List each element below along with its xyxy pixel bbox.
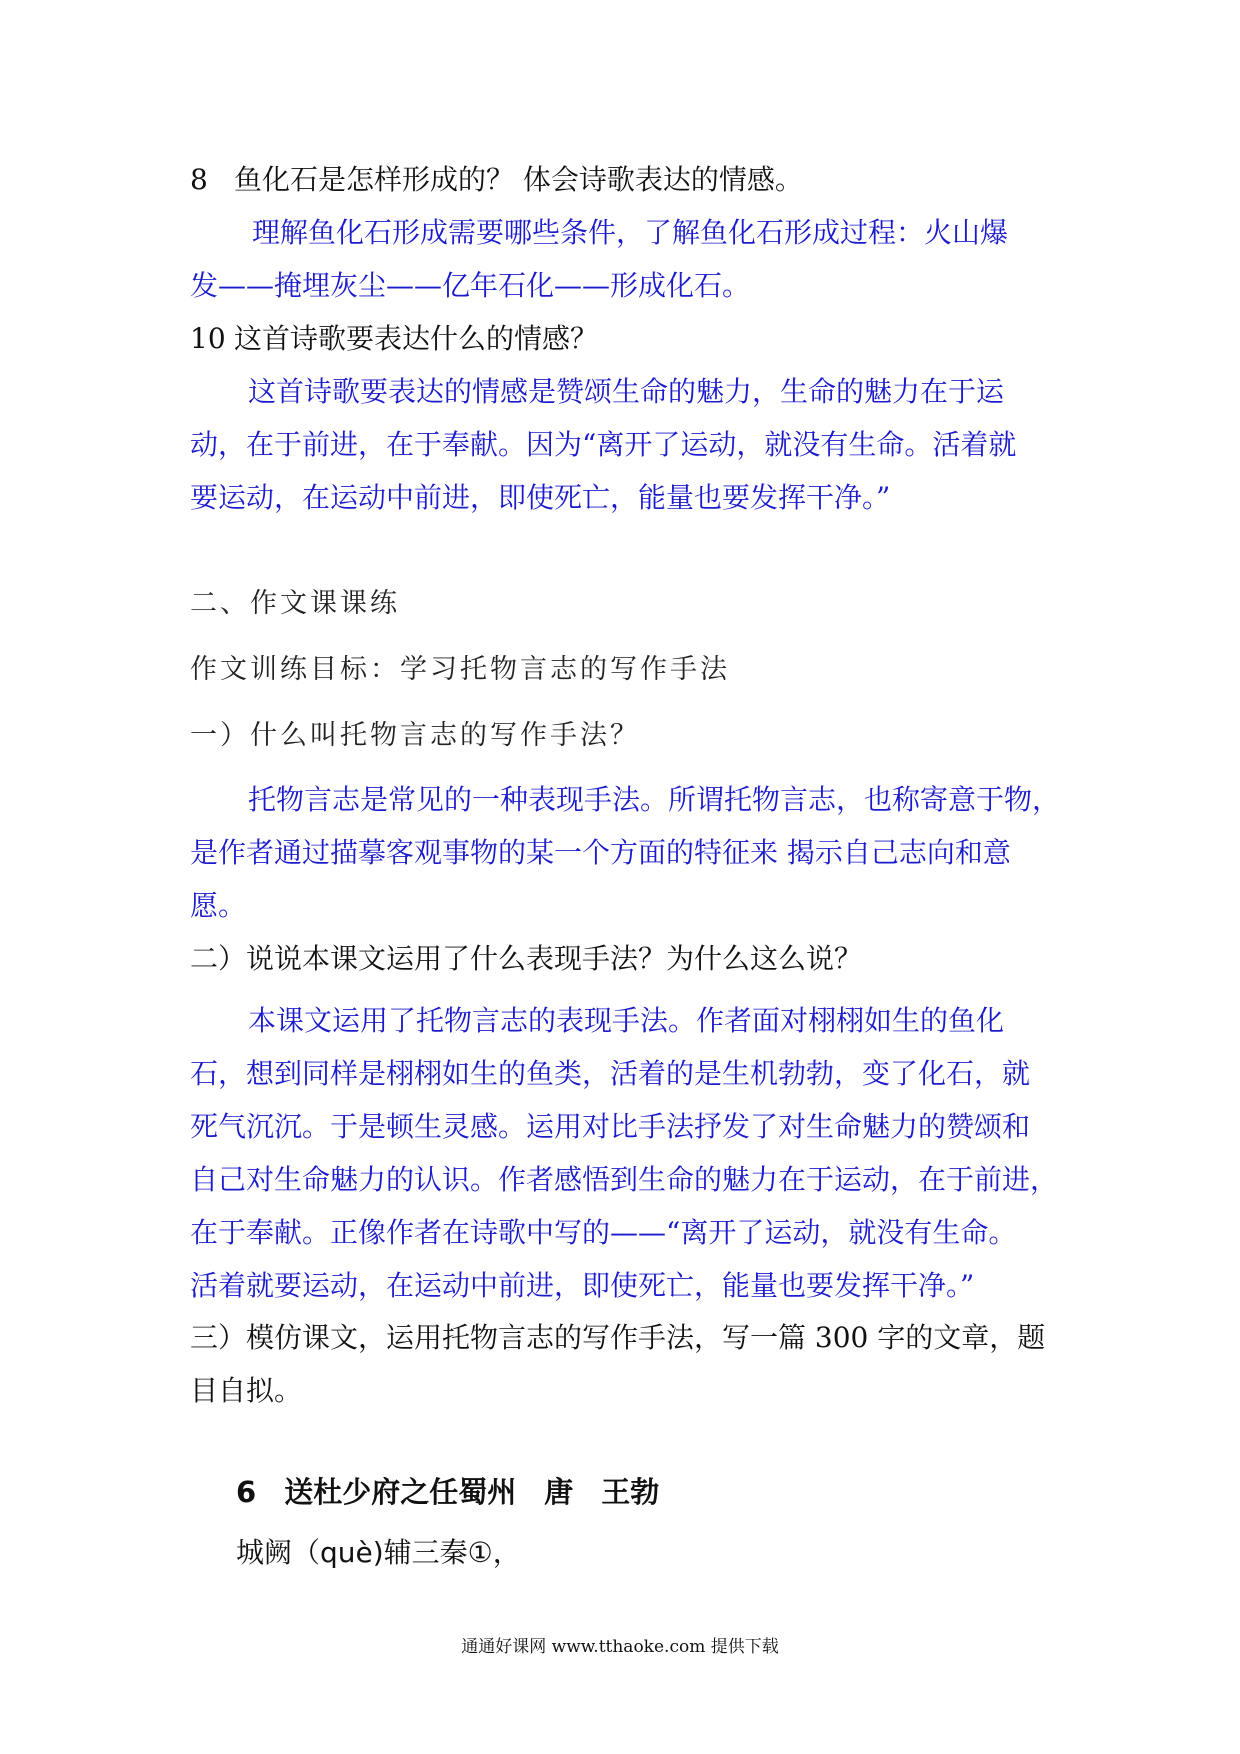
answer-2-line-1: 本课文运用了托物言志的表现手法。作者面对栩栩如生的鱼化 xyxy=(248,1004,1005,1037)
answer-2-line-5: 在于奉献。正像作者在诗歌中写的——“离开了运动，就没有生命。 xyxy=(190,1216,1017,1249)
answer-1-line-3: 愿。 xyxy=(190,889,247,922)
answer-2-line-4: 自己对生命魅力的认识。作者感悟到生命的魅力在于运动，在于前进， xyxy=(190,1163,1059,1196)
question-text: 鱼化石是怎样形成的？ 体会诗歌表达的情感。 xyxy=(234,163,803,196)
answer-8-line-1: 理解鱼化石形成需要哪些条件，了解鱼化石形成过程：火山爆 xyxy=(252,216,1009,249)
answer-1-line-2: 是作者通过描摹客观事物的某一个方面的特征来 揭示自己志向和意 xyxy=(190,836,1011,869)
sub-question-2: 二）说说本课文运用了什么表现手法？为什么这么说？ xyxy=(190,942,863,975)
answer-2-line-2: 石，想到同样是栩栩如生的鱼类，活着的是生机勃勃，变了化石，就 xyxy=(190,1057,1031,1090)
question-number: 10 xyxy=(190,322,226,355)
answer-1-line-1: 托物言志是常见的一种表现手法。所谓托物言志，也称寄意于物， xyxy=(248,783,1061,816)
question-10 xyxy=(190,319,598,359)
question-text: 这首诗歌要表达什么的情感？ xyxy=(234,322,599,355)
poem-author: 王勃 xyxy=(601,1475,660,1509)
sub-question-3-line-2: 目自拟。 xyxy=(190,1374,303,1407)
question-number: 8 xyxy=(190,163,208,196)
question-8 xyxy=(190,160,803,200)
footer: 通通好课网 www.tthaoke.com 提供下载 xyxy=(461,1637,779,1657)
answer-8-line-2: 发——掩埋灰尘——亿年石化——形成化石。 xyxy=(190,269,751,302)
answer-2-line-6: 活着就要运动，在运动中前进，即使死亡，能量也要发挥干净。” xyxy=(190,1269,975,1302)
sub-question-1: 一）什么叫托物言志的写作手法？ xyxy=(190,720,640,751)
answer-2-line-3: 死气沉沉。于是顿生灵感。运用对比手法抒发了对生命魅力的赞颂和 xyxy=(190,1110,1031,1143)
answer-10-line-1: 这首诗歌要表达的情感是赞颂生命的魅力，生命的魅力在于运 xyxy=(248,375,1005,408)
answer-10-line-2: 动，在于前进，在于奉献。因为“离开了运动，就没有生命。活着就 xyxy=(190,428,1017,461)
poem-line-1: 城阙（què)辅三秦①， xyxy=(236,1536,521,1569)
sub-question-3-line-1: 三）模仿课文，运用托物言志的写作手法，写一篇 300 字的文章，题 xyxy=(190,1321,1046,1354)
poem-dynasty: 唐 xyxy=(544,1475,574,1509)
poem-title xyxy=(236,1470,687,1511)
section-heading: 二、作文课课练 xyxy=(190,588,400,619)
training-goal: 作文训练目标：学习托物言志的写作手法 xyxy=(190,654,730,685)
poem-name: 送杜少府之任蜀州 xyxy=(284,1475,517,1509)
answer-10-line-3: 要运动，在运动中前进，即使死亡，能量也要发挥干净。” xyxy=(190,481,891,514)
poem-number: 6 xyxy=(236,1475,257,1509)
